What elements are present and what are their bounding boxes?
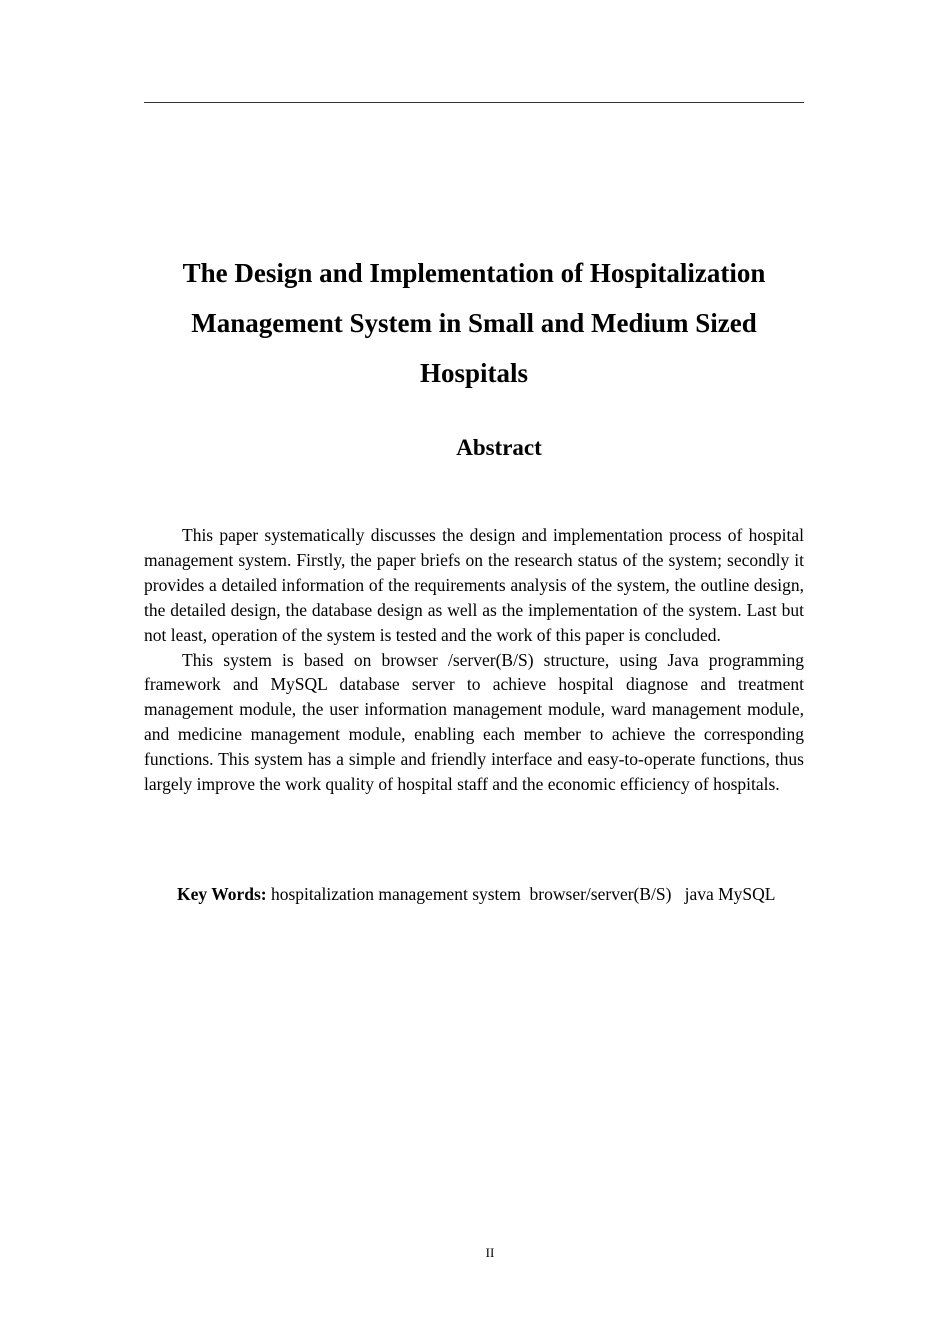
abstract-paragraph-2: This system is based on browser /server(B/S) structure, using Java programming framework and MySQL database server to achieve hospital diagnose and treatment management module, the user information management module, ward management module, and medicine management module, enabling each member to achieve the corresponding functions. This system has a simple and friendly interface and easy-to-operate functions, thus largely improve the work quality of hospital staff and the economic efficiency of hospitals. [144,649,804,795]
page-number: II [485,1245,495,1260]
keywords-text: hospitalization management system browser/server(B/S) java MySQL [271,884,776,904]
abstract-body [144,523,804,797]
abstract-heading: Abstract [456,435,542,460]
header-rule [144,102,804,103]
keywords-line [144,882,804,907]
paper-title: The Design and Implementation of Hospitalization Management System in Small and Medium Sized Hospitals [182,258,766,388]
keywords-label: Key Words: [177,884,267,904]
abstract-paragraph-1: This paper systematically discusses the design and implementation process of hospital management system. Firstly, the paper briefs on the research status of the system; secondly it provides a detailed information of the requirements analysis of the system, the outline design, the detailed design, the database design as well as the implementation of the system. Last but not least, operation of the system is tested and the work of this paper is concluded. [144,525,804,645]
